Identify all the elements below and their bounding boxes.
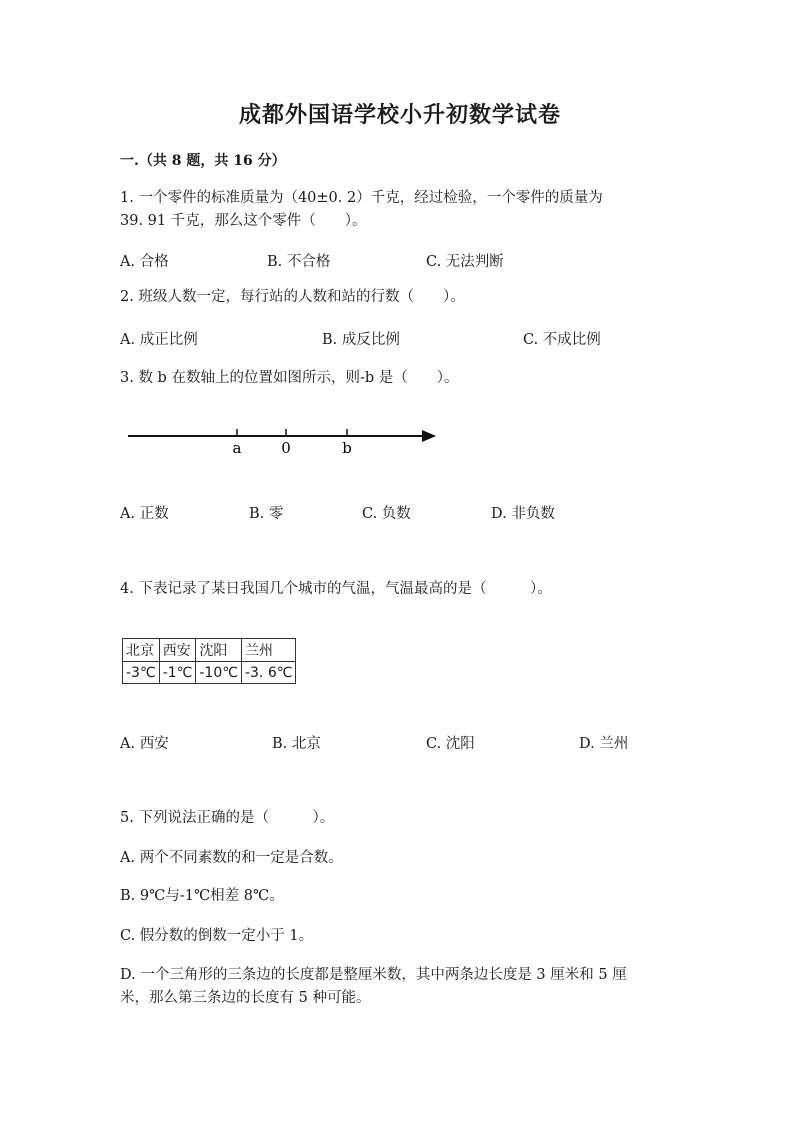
question-3-option-c: C. 负数	[362, 506, 411, 522]
question-5-option-c: C. 假分数的倒数一定小于 1。	[120, 928, 314, 944]
question-2-text: 2. 班级人数一定，每行站的人数和站的行数（ ）。	[120, 289, 465, 305]
number-line-figure	[126, 420, 446, 462]
question-3-text: 3. 数 b 在数轴上的位置如图所示，则-b 是（ ）。	[120, 370, 459, 386]
table-cell: 西安	[159, 639, 196, 662]
label-0: 0	[281, 439, 291, 457]
question-1-line-2: 39. 91 千克，那么这个零件（ ）。	[120, 213, 367, 229]
section-heading: 一.（共 8 题，共 16 分）	[120, 153, 286, 169]
question-2-option-a: A. 成正比例	[120, 332, 198, 348]
question-1-option-b: B. 不合格	[267, 254, 331, 270]
question-3-option-b: B. 零	[249, 506, 284, 522]
question-1-option-c: C. 无法判断	[426, 254, 504, 270]
temperature-table	[122, 638, 296, 684]
table-cell: -1℃	[159, 662, 196, 684]
table-cell: -3℃	[123, 662, 160, 684]
question-1-option-a: A. 合格	[120, 254, 169, 270]
question-1-line-1: 1. 一个零件的标准质量为（40±0. 2）千克，经过检验，一个零件的质量为	[120, 190, 603, 206]
question-4-text: 4. 下表记录了某日我国几个城市的气温，气温最高的是（ ）。	[120, 581, 552, 597]
table-cell: -3. 6℃	[241, 662, 296, 684]
question-4-option-c: C. 沈阳	[426, 736, 475, 752]
question-5-option-a: A. 两个不同素数的和一定是合数。	[120, 850, 343, 866]
exam-title: 成都外国语学校小升初数学试卷	[238, 102, 561, 128]
question-5-text: 5. 下列说法正确的是（ ）。	[120, 810, 335, 826]
table-row-cities	[123, 639, 296, 662]
question-5-option-d-line-2: 米，那么第三条边的长度有 5 种可能。	[120, 990, 371, 1006]
label-a: a	[232, 439, 242, 457]
question-4-option-d: D. 兰州	[579, 736, 629, 752]
table-cell: -10℃	[196, 662, 242, 684]
question-4-option-b: B. 北京	[272, 736, 321, 752]
number-line-arrow-icon	[422, 430, 436, 442]
table-cell: 北京	[123, 639, 160, 662]
table-row-temps	[123, 662, 296, 684]
question-3-option-d: D. 非负数	[491, 506, 555, 522]
question-5-option-b: B. 9℃与-1℃相差 8℃。	[120, 888, 284, 904]
label-b: b	[342, 439, 352, 457]
table-cell: 兰州	[241, 639, 296, 662]
table-cell: 沈阳	[196, 639, 242, 662]
question-2-option-b: B. 成反比例	[322, 332, 400, 348]
question-2-option-c: C. 不成比例	[523, 332, 601, 348]
question-3-option-a: A. 正数	[120, 506, 169, 522]
question-5-option-d-line-1: D. 一个三角形的三条边的长度都是整厘米数，其中两条边长度是 3 厘米和 5 厘	[120, 967, 627, 983]
question-4-option-a: A. 西安	[120, 736, 169, 752]
